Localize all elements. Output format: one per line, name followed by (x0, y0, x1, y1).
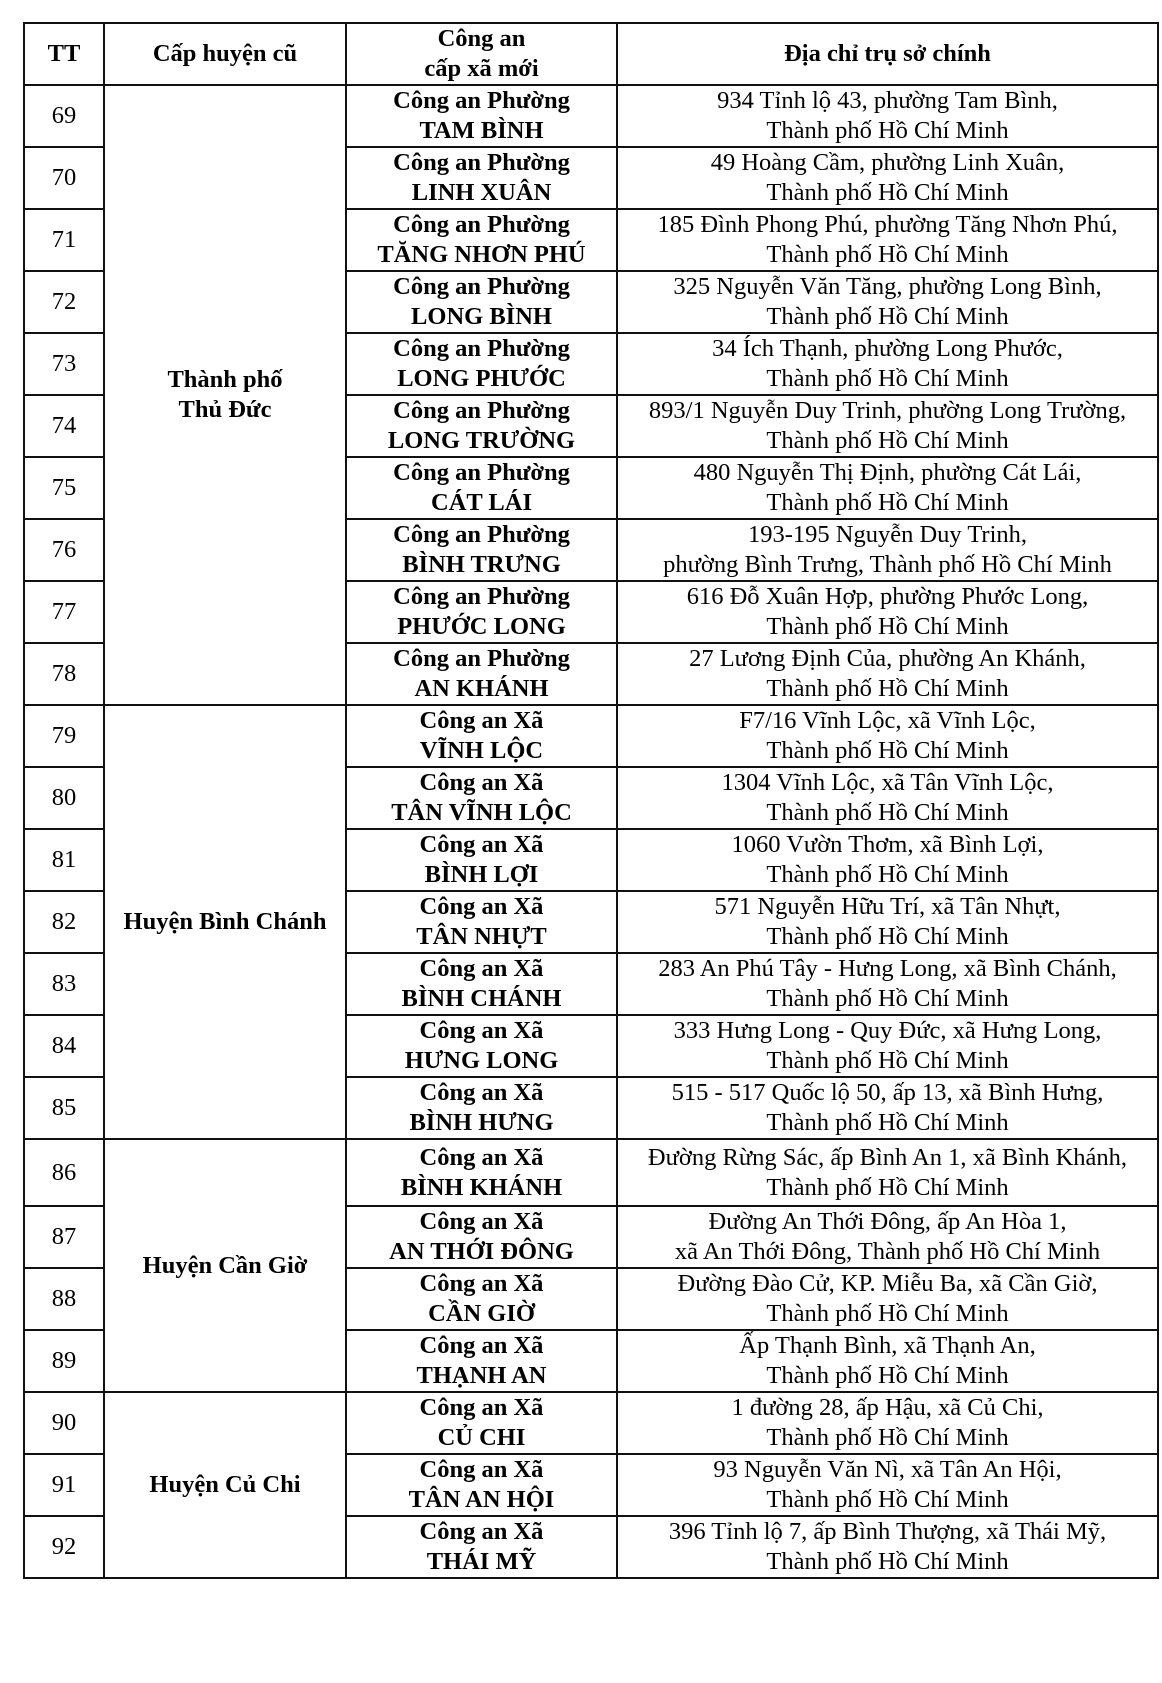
row-number: 73 (24, 333, 104, 395)
row-number: 84 (24, 1015, 104, 1077)
address-line1: 1304 Vĩnh Lộc, xã Tân Vĩnh Lộc, (721, 769, 1054, 796)
address-line2: Thành phố Hồ Chí Minh (766, 1486, 1009, 1513)
address-line2: Thành phố Hồ Chí Minh (766, 489, 1009, 516)
address-line2: Thành phố Hồ Chí Minh (766, 675, 1009, 702)
unit-name: THÁI MỸ (426, 1548, 537, 1575)
row-number: 79 (24, 705, 104, 767)
unit-type: Công an Phường (393, 645, 570, 672)
old-district-name: Huyện Cần Giờ (142, 1251, 308, 1279)
header-unit (346, 23, 617, 85)
new-unit-cell (346, 1454, 617, 1516)
row-number: 75 (24, 457, 104, 519)
new-unit-cell (346, 147, 617, 209)
unit-name: TAM BÌNH (419, 117, 544, 144)
address-cell (617, 457, 1158, 519)
unit-type: Công an Xã (419, 1143, 544, 1171)
header-unit-line2: cấp xã mới (424, 55, 539, 82)
row-number: 87 (24, 1206, 104, 1268)
unit-name: PHƯỚC LONG (397, 613, 566, 640)
row-number: 92 (24, 1516, 104, 1578)
old-district-name: Thành phố (167, 366, 283, 393)
table-row (24, 1392, 1158, 1454)
address-line1: 49 Hoàng Cầm, phường Linh Xuân, (710, 149, 1065, 176)
address-line2: Thành phố Hồ Chí Minh (766, 985, 1009, 1012)
address-cell (617, 767, 1158, 829)
address-cell (617, 705, 1158, 767)
unit-name: LONG TRƯỜNG (387, 427, 576, 454)
new-unit-cell (346, 953, 617, 1015)
table-body (24, 85, 1158, 1578)
unit-name: VĨNH LỘC (419, 737, 544, 764)
address-line1: 893/1 Nguyễn Duy Trinh, phường Long Trường, (648, 397, 1127, 424)
new-unit-cell (346, 1206, 617, 1268)
new-unit-cell (346, 333, 617, 395)
row-number: 70 (24, 147, 104, 209)
unit-type: Công an Xã (419, 707, 544, 734)
new-unit-cell (346, 829, 617, 891)
header-unit-line1: Công an (437, 25, 526, 52)
address-line2: Thành phố Hồ Chí Minh (766, 923, 1009, 950)
unit-type: Công an Xã (419, 1017, 544, 1044)
address-cell (617, 1015, 1158, 1077)
address-line1: 934 Tỉnh lộ 43, phường Tam Bình, (717, 87, 1058, 114)
unit-name: BÌNH KHÁNH (400, 1173, 563, 1201)
unit-type: Công an Phường (393, 273, 570, 300)
address-line1: Đường Rừng Sác, ấp Bình An 1, xã Bình Khánh, (647, 1143, 1128, 1171)
table-header (24, 23, 1158, 85)
unit-name: BÌNH HƯNG (409, 1109, 554, 1136)
address-line1: 1 đường 28, ấp Hậu, xã Củ Chi, (731, 1394, 1044, 1421)
unit-type: Công an Phường (393, 335, 570, 362)
new-unit-cell (346, 519, 617, 581)
address-line2: Thành phố Hồ Chí Minh (766, 861, 1009, 888)
address-line2: Thành phố Hồ Chí Minh (766, 303, 1009, 330)
new-unit-cell (346, 1077, 617, 1139)
table-row (24, 1139, 1158, 1206)
row-number: 69 (24, 85, 104, 147)
unit-type: Công an Phường (393, 459, 570, 486)
address-cell (617, 333, 1158, 395)
unit-type: Công an Xã (419, 1270, 544, 1297)
row-number: 80 (24, 767, 104, 829)
header-row (24, 23, 1158, 85)
old-district-cell (104, 85, 346, 705)
address-cell (617, 395, 1158, 457)
address-cell (617, 1516, 1158, 1578)
header-address: Địa chỉ trụ sở chính (617, 23, 1158, 85)
unit-type: Công an Xã (419, 1394, 544, 1421)
old-district-name-line2: Thủ Đức (178, 396, 272, 423)
unit-name: BÌNH TRƯNG (402, 551, 561, 578)
address-line2: Thành phố Hồ Chí Minh (766, 737, 1009, 764)
address-line1: 571 Nguyễn Hữu Trí, xã Tân Nhựt, (714, 893, 1061, 920)
unit-type: Công an Xã (419, 1332, 544, 1359)
new-unit-cell (346, 1392, 617, 1454)
new-unit-cell (346, 1139, 617, 1206)
address-line2: Thành phố Hồ Chí Minh (766, 1424, 1009, 1451)
new-unit-cell (346, 1015, 617, 1077)
row-number: 77 (24, 581, 104, 643)
unit-type: Công an Xã (419, 1079, 544, 1106)
address-line1: Đường Đào Cử, KP. Miễu Ba, xã Cần Giờ, (677, 1270, 1098, 1297)
address-line1: Ấp Thạnh Bình, xã Thạnh An, (739, 1332, 1036, 1359)
unit-name: AN THỚI ĐÔNG (389, 1238, 574, 1265)
address-cell (617, 643, 1158, 705)
unit-type: Công an Phường (393, 397, 570, 424)
header-district: Cấp huyện cũ (104, 23, 346, 85)
address-cell (617, 829, 1158, 891)
row-number: 90 (24, 1392, 104, 1454)
unit-name: AN KHÁNH (414, 675, 549, 702)
old-district-cell (104, 1392, 346, 1578)
unit-type: Công an Xã (419, 893, 544, 920)
row-number: 82 (24, 891, 104, 953)
old-district-cell (104, 705, 346, 1139)
unit-name: BÌNH CHÁNH (401, 985, 562, 1012)
address-cell (617, 519, 1158, 581)
header-tt: TT (24, 23, 104, 85)
address-line1: 193-195 Nguyễn Duy Trinh, (747, 521, 1028, 548)
address-cell (617, 1139, 1158, 1206)
address-line1: 396 Tỉnh lộ 7, ấp Bình Thượng, xã Thái Mỹ, (668, 1518, 1107, 1545)
new-unit-cell (346, 643, 617, 705)
police-units-table (23, 22, 1159, 1579)
address-cell (617, 1392, 1158, 1454)
unit-name: CÁT LÁI (431, 489, 532, 516)
new-unit-cell (346, 395, 617, 457)
address-line1: Đường An Thới Đông, ấp An Hòa 1, (708, 1208, 1067, 1235)
unit-type: Công an Xã (419, 1518, 544, 1545)
unit-type: Công an Phường (393, 149, 570, 176)
address-line1: F7/16 Vĩnh Lộc, xã Vĩnh Lộc, (739, 707, 1036, 734)
address-cell (617, 271, 1158, 333)
address-line2: Thành phố Hồ Chí Minh (766, 1109, 1009, 1136)
row-number: 91 (24, 1454, 104, 1516)
unit-name: TĂNG NHƠN PHÚ (377, 241, 586, 268)
row-number: 88 (24, 1268, 104, 1330)
address-line1: 185 Đình Phong Phú, phường Tăng Nhơn Phú, (657, 211, 1118, 238)
table-row (24, 705, 1158, 767)
address-line2: Thành phố Hồ Chí Minh (766, 613, 1009, 640)
unit-type: Công an Xã (419, 769, 544, 796)
address-cell (617, 147, 1158, 209)
unit-type: Công an Xã (419, 955, 544, 982)
address-line2: xã An Thới Đông, Thành phố Hồ Chí Minh (674, 1238, 1101, 1265)
address-line1: 34 Ích Thạnh, phường Long Phước, (712, 335, 1063, 362)
new-unit-cell (346, 767, 617, 829)
unit-name: CỦ CHI (437, 1424, 526, 1451)
row-number: 83 (24, 953, 104, 1015)
row-number: 72 (24, 271, 104, 333)
new-unit-cell (346, 1268, 617, 1330)
row-number: 76 (24, 519, 104, 581)
address-line2: Thành phố Hồ Chí Minh (766, 365, 1009, 392)
address-cell (617, 1454, 1158, 1516)
unit-type: Công an Phường (393, 211, 570, 238)
unit-type: Công an Xã (419, 831, 544, 858)
old-district-cell (104, 1139, 346, 1392)
unit-name: TÂN VĨNH LỘC (391, 799, 572, 826)
new-unit-cell (346, 85, 617, 147)
old-district-name: Huyện Củ Chi (149, 1471, 301, 1498)
row-number: 81 (24, 829, 104, 891)
address-line1: 283 An Phú Tây - Hưng Long, xã Bình Chánh, (658, 955, 1117, 982)
unit-name: CẦN GIỜ (428, 1300, 535, 1327)
address-line1: 325 Nguyễn Văn Tăng, phường Long Bình, (673, 273, 1102, 300)
table-row (24, 85, 1158, 147)
address-line2: Thành phố Hồ Chí Minh (766, 241, 1009, 268)
address-line2: Thành phố Hồ Chí Minh (766, 799, 1009, 826)
address-line2: Thành phố Hồ Chí Minh (766, 1300, 1009, 1327)
new-unit-cell (346, 705, 617, 767)
address-cell (617, 1077, 1158, 1139)
address-cell (617, 85, 1158, 147)
new-unit-cell (346, 271, 617, 333)
address-cell (617, 1268, 1158, 1330)
row-number: 71 (24, 209, 104, 271)
row-number: 85 (24, 1077, 104, 1139)
unit-type: Công an Phường (393, 583, 570, 610)
address-cell (617, 581, 1158, 643)
row-number: 74 (24, 395, 104, 457)
address-cell (617, 891, 1158, 953)
address-line1: 93 Nguyễn Văn Nì, xã Tân An Hội, (713, 1456, 1062, 1483)
address-line2: Thành phố Hồ Chí Minh (766, 179, 1009, 206)
unit-type: Công an Phường (393, 521, 570, 548)
address-line1: 480 Nguyễn Thị Định, phường Cát Lái, (693, 459, 1082, 486)
address-line1: 27 Lương Định Của, phường An Khánh, (689, 645, 1086, 672)
unit-name: HƯNG LONG (404, 1047, 559, 1074)
new-unit-cell (346, 581, 617, 643)
unit-type: Công an Xã (419, 1208, 544, 1235)
address-cell (617, 1206, 1158, 1268)
unit-name: LONG PHƯỚC (397, 365, 566, 392)
unit-name: LINH XUÂN (411, 179, 552, 206)
new-unit-cell (346, 457, 617, 519)
unit-name: TÂN AN HỘI (408, 1486, 555, 1513)
address-line1: 616 Đỗ Xuân Hợp, phường Phước Long, (686, 583, 1089, 610)
address-line2: phường Bình Trưng, Thành phố Hồ Chí Minh (663, 551, 1112, 578)
new-unit-cell (346, 891, 617, 953)
address-cell (617, 1330, 1158, 1392)
address-line2: Thành phố Hồ Chí Minh (766, 1173, 1009, 1201)
row-number: 86 (24, 1139, 104, 1206)
address-cell (617, 953, 1158, 1015)
unit-name: LONG BÌNH (411, 303, 552, 330)
new-unit-cell (346, 1516, 617, 1578)
address-line2: Thành phố Hồ Chí Minh (766, 1047, 1009, 1074)
address-line2: Thành phố Hồ Chí Minh (766, 117, 1009, 144)
address-line1: 1060 Vườn Thơm, xã Bình Lợi, (731, 831, 1044, 858)
unit-name: TÂN NHỰT (416, 923, 547, 950)
new-unit-cell (346, 209, 617, 271)
unit-name: BÌNH LỢI (424, 861, 539, 888)
new-unit-cell (346, 1330, 617, 1392)
row-number: 78 (24, 643, 104, 705)
address-line2: Thành phố Hồ Chí Minh (766, 427, 1009, 454)
unit-type: Công an Phường (393, 87, 570, 114)
address-line1: 333 Hưng Long - Quy Đức, xã Hưng Long, (673, 1017, 1102, 1044)
row-number: 89 (24, 1330, 104, 1392)
address-line1: 515 - 517 Quốc lộ 50, ấp 13, xã Bình Hưng, (671, 1079, 1104, 1106)
address-cell (617, 209, 1158, 271)
old-district-name: Huyện Bình Chánh (123, 908, 327, 935)
unit-type: Công an Xã (419, 1456, 544, 1483)
address-line2: Thành phố Hồ Chí Minh (766, 1362, 1009, 1389)
address-line2: Thành phố Hồ Chí Minh (766, 1548, 1009, 1575)
unit-name: THẠNH AN (416, 1362, 547, 1389)
